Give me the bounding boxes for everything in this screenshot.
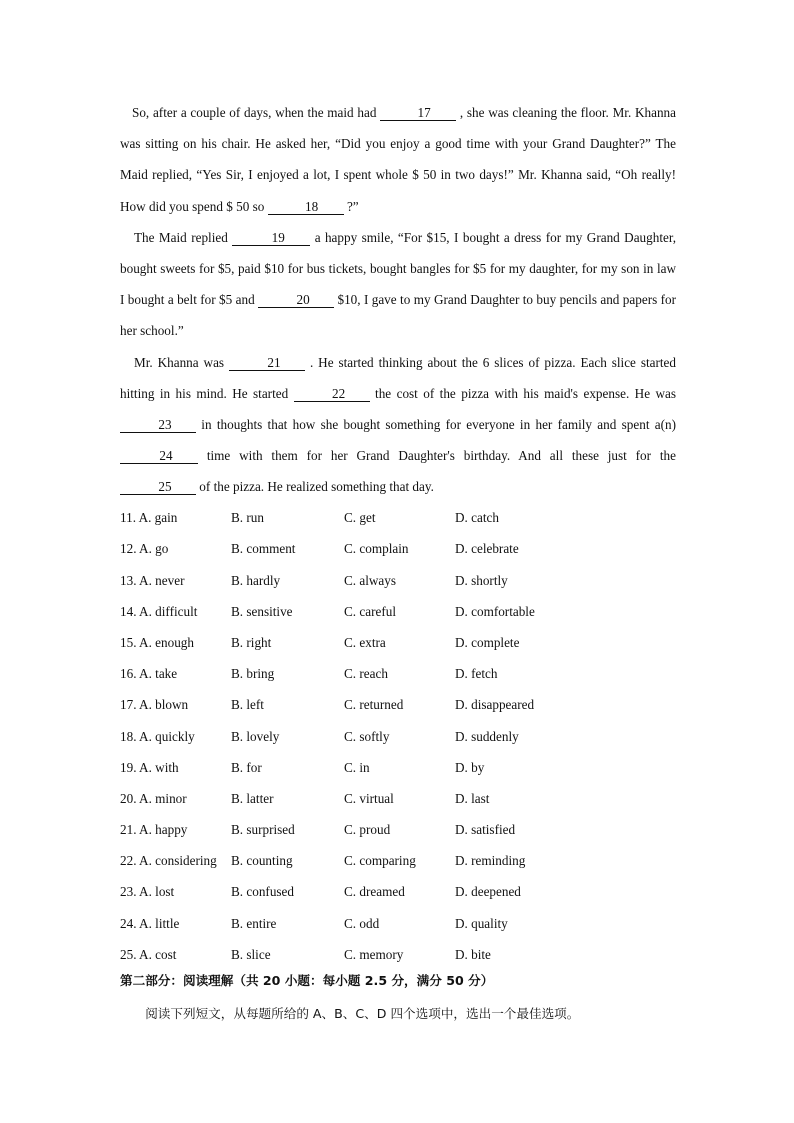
blank-19: 19 [232, 230, 310, 246]
option-row [120, 596, 676, 627]
option-b: B. entire [231, 915, 277, 931]
option-b: B. counting [231, 853, 293, 869]
option-a: 19. A. with [120, 759, 179, 775]
option-b: B. bring [231, 666, 275, 682]
passage-text: ?” [346, 198, 359, 214]
option-c: C. complain [344, 541, 409, 557]
option-d: D. satisfied [455, 822, 516, 838]
option-c: C. get [344, 510, 376, 526]
option-b: B. slice [231, 946, 271, 962]
option-b: B. hardly [231, 572, 281, 588]
passage-text: , she was cleaning the floor. Mr. Khanna was sitting on his chair. He asked her, “Did you enjoy a good time with your Grand Daughter?” The Maid replied, “Yes Sir, I enjoyed a lot, I spent whole $ 50 in two days!” Mr. Khanna said, “Oh really! How did you spend $ 50 so [120, 105, 676, 214]
passage-text: Mr. Khanna was [134, 354, 230, 370]
option-a: 24. A. little [120, 915, 180, 931]
option-d: D. last [455, 790, 490, 806]
passage-paragraph-2 [120, 222, 676, 347]
option-row [120, 815, 676, 846]
option-a: 20. A. minor [120, 790, 187, 806]
option-b: B. confused [231, 884, 294, 900]
blank-22: 22 [294, 386, 370, 402]
blank-24: 24 [120, 448, 198, 464]
blank-17: 17 [380, 105, 456, 121]
passage-text: of the pizza. He realized something that day. [199, 479, 434, 495]
option-d: D. disappeared [455, 697, 535, 713]
option-c: C. dreamed [344, 884, 405, 900]
option-row [120, 783, 676, 814]
option-b: B. sensitive [231, 603, 293, 619]
option-c: C. careful [344, 603, 396, 619]
option-row [120, 565, 676, 596]
option-b: B. latter [231, 790, 274, 806]
option-a: 25. A. cost [120, 946, 177, 962]
option-b: B. for [231, 759, 262, 775]
option-a: 17. A. blown [120, 697, 189, 713]
option-a: 14. A. difficult [120, 603, 198, 619]
passage-text: . He started thinking about the 6 slices of pizza. Each slice started hitting in his mind. He started [120, 354, 676, 401]
option-c: C. reach [344, 666, 388, 682]
section-2-instruction: 阅读下列短文，从每题所给的 A、B、C、D 四个选项中，选出一个最佳选项。 [145, 1006, 580, 1022]
option-c: C. softly [344, 728, 390, 744]
blank-25: 25 [120, 479, 196, 495]
option-a: 13. A. never [120, 572, 185, 588]
option-d: D. reminding [455, 853, 526, 869]
option-d: D. bite [455, 946, 491, 962]
option-d: D. comfortable [455, 603, 535, 619]
option-b: B. comment [231, 541, 296, 557]
section-2-title: 第二部分：阅读理解（共 20 小题：每小题 2.5 分，满分 50 分） [120, 973, 494, 989]
passage-text: $10, I gave to my Grand Daughter to buy pencils and papers for her school.” [120, 292, 676, 339]
option-a: 22. A. considering [120, 853, 217, 869]
option-d: D. complete [455, 634, 520, 650]
option-c: C. memory [344, 946, 404, 962]
passage-text: in thoughts that how she bought something for everyone in her family and spent a(n) [201, 417, 676, 433]
option-row [120, 752, 676, 783]
option-a: 23. A. lost [120, 884, 175, 900]
option-d: D. suddenly [455, 728, 519, 744]
option-row [120, 877, 676, 908]
passage-paragraph-1 [120, 97, 676, 222]
option-a: 16. A. take [120, 666, 178, 682]
option-b: B. run [231, 510, 264, 526]
option-d: D. deepened [455, 884, 521, 900]
option-row [120, 659, 676, 690]
option-c: C. returned [344, 697, 404, 713]
option-a: 18. A. quickly [120, 728, 195, 744]
passage-text: a happy smile, “For $15, I bought a dress for my Grand Daughter, bought sweets for $5, paid $10 for bus tickets, bought bangles for $5 for my daughter, for my son in law I bought a belt for $5 and [120, 229, 677, 308]
option-row [120, 503, 676, 534]
option-b: B. left [231, 697, 264, 713]
option-d: D. by [455, 759, 485, 775]
option-a: 21. A. happy [120, 822, 188, 838]
blank-18: 18 [268, 199, 344, 215]
passage-text: the cost of the pizza with his maid's expense. He was [375, 385, 676, 401]
option-d: D. shortly [455, 572, 508, 588]
option-row [120, 534, 676, 565]
option-b: B. surprised [231, 822, 295, 838]
option-row [120, 846, 676, 877]
option-d: D. fetch [455, 666, 498, 682]
passage-text: So, after a couple of days, when the maid had [132, 105, 381, 120]
blank-21: 21 [229, 355, 305, 371]
blank-23: 23 [120, 417, 196, 433]
option-c: C. proud [344, 822, 391, 838]
option-b: B. right [231, 634, 272, 650]
option-c: C. odd [344, 915, 380, 931]
option-c: C. always [344, 572, 397, 588]
option-row [120, 690, 676, 721]
option-d: D. catch [455, 510, 499, 526]
option-d: D. quality [455, 915, 508, 931]
option-c: C. comparing [344, 853, 416, 869]
option-a: 11. A. gain [120, 510, 178, 526]
option-a: 12. A. go [120, 541, 169, 557]
passage-text: time with them for her Grand Daughter's birthday. And all these just for the [206, 448, 676, 464]
option-d: D. celebrate [455, 541, 519, 557]
passage-text: The Maid replied [134, 229, 233, 245]
passage-paragraph-3 [120, 347, 676, 503]
option-row [120, 721, 676, 752]
document-page [120, 97, 676, 1029]
option-c: C. extra [344, 634, 386, 650]
option-c: C. virtual [344, 790, 394, 806]
option-c: C. in [344, 759, 370, 775]
option-row [120, 908, 676, 939]
blank-20: 20 [258, 292, 334, 308]
options-list [120, 503, 676, 971]
option-row [120, 627, 676, 658]
option-a: 15. A. enough [120, 634, 194, 650]
option-b: B. lovely [231, 728, 280, 744]
